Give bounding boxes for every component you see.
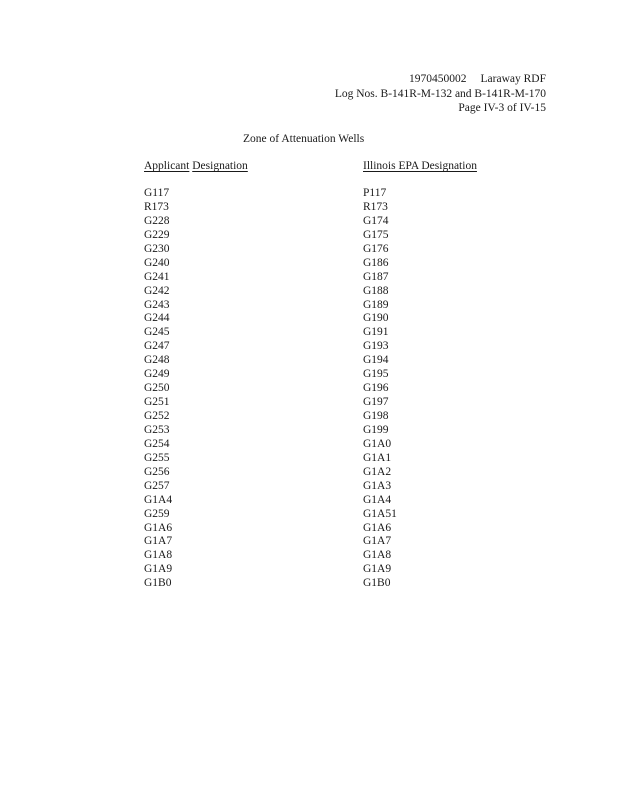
applicant-designation: G1A4	[144, 493, 173, 506]
epa-designation: G197	[363, 396, 389, 409]
table-row	[0, 368, 618, 382]
epa-designation: G195	[363, 368, 389, 381]
table-row	[0, 285, 618, 299]
epa-designation: G188	[363, 284, 389, 297]
column-header-applicant-word2: Designation	[192, 160, 248, 172]
epa-designation: P117	[363, 187, 387, 199]
table-row	[0, 577, 618, 591]
table-row	[0, 354, 618, 368]
table-row	[0, 187, 618, 201]
table-row	[0, 271, 618, 285]
epa-designation: G1A51	[363, 507, 397, 520]
epa-designation: G1A0	[363, 437, 392, 450]
epa-designation: G174	[363, 214, 389, 227]
epa-designation: G1A1	[363, 451, 392, 464]
applicant-designation: G230	[144, 242, 170, 255]
epa-designation: R173	[363, 200, 388, 213]
table-row	[0, 312, 618, 326]
epa-designation: G1B0	[363, 577, 391, 590]
table-row	[0, 563, 618, 577]
applicant-designation: G117	[144, 187, 170, 199]
applicant-designation: G242	[144, 284, 170, 297]
table-row	[0, 535, 618, 549]
site-name: Laraway RDF	[480, 73, 546, 85]
applicant-designation: G1A9	[144, 563, 173, 576]
table-row	[0, 508, 618, 522]
applicant-designation: G240	[144, 256, 170, 269]
epa-designation: G193	[363, 340, 389, 353]
epa-designation: G1A7	[363, 535, 392, 548]
applicant-designation: G228	[144, 214, 170, 227]
applicant-designation: G1A7	[144, 535, 173, 548]
table-row	[0, 326, 618, 340]
epa-designation: G175	[363, 228, 389, 241]
applicant-designation: G250	[144, 382, 170, 395]
applicant-designation: G244	[144, 312, 170, 325]
document-id: 1970450002	[409, 73, 467, 85]
table-row	[0, 466, 618, 480]
applicant-designation: G255	[144, 451, 170, 464]
applicant-designation: G1A6	[144, 521, 173, 534]
epa-designation: G1A9	[363, 563, 392, 576]
epa-designation: G1A2	[363, 465, 392, 478]
table-row	[0, 257, 618, 271]
page-number: Page IV-3 of IV-15	[458, 102, 546, 114]
table-row	[0, 522, 618, 536]
table-row	[0, 410, 618, 424]
applicant-designation: G254	[144, 437, 170, 450]
epa-designation: G176	[363, 242, 389, 255]
epa-designation: G198	[363, 410, 389, 422]
column-header-applicant	[144, 160, 248, 172]
table-row	[0, 215, 618, 229]
applicant-designation: G243	[144, 298, 170, 311]
applicant-designation: G241	[144, 270, 170, 283]
epa-designation: G1A6	[363, 521, 392, 534]
column-header-applicant-word1: Applicant	[144, 160, 190, 172]
table-row	[0, 396, 618, 410]
epa-designation: G199	[363, 423, 389, 436]
applicant-designation: G253	[144, 423, 170, 436]
applicant-designation: G259	[144, 507, 170, 520]
table-row	[0, 438, 618, 452]
page-header	[335, 72, 546, 116]
log-numbers: Log Nos. B-141R-M-132 and B-141R-M-170	[334, 87, 546, 100]
table-row	[0, 452, 618, 466]
applicant-designation: G252	[144, 410, 170, 422]
epa-designation: G187	[363, 270, 389, 283]
applicant-designation: G247	[144, 340, 170, 353]
epa-designation: G191	[363, 326, 389, 339]
applicant-designation: G248	[144, 354, 170, 367]
table-row	[0, 382, 618, 396]
epa-designation: G1A8	[363, 549, 392, 562]
epa-designation: G196	[363, 382, 389, 395]
epa-designation: G186	[363, 256, 389, 269]
epa-designation: G189	[363, 298, 389, 311]
table-row	[0, 299, 618, 313]
table-row	[0, 549, 618, 563]
applicant-designation: G245	[144, 326, 170, 339]
table-row	[0, 494, 618, 508]
epa-designation: G1A3	[363, 479, 392, 492]
applicant-designation: G257	[144, 479, 170, 492]
applicant-designation: R173	[144, 200, 169, 213]
table-row	[0, 229, 618, 243]
applicant-designation: G251	[144, 396, 170, 409]
applicant-designation: G229	[144, 228, 170, 241]
applicant-designation: G249	[144, 368, 170, 381]
epa-designation: G190	[363, 312, 389, 325]
epa-designation: G194	[363, 354, 389, 367]
column-header-epa: Illinois EPA Designation	[363, 160, 477, 172]
table-row	[0, 424, 618, 438]
designation-table	[0, 187, 618, 591]
table-row	[0, 480, 618, 494]
header-line-1	[335, 72, 546, 87]
table-row	[0, 201, 618, 215]
document-title: Zone of Attenuation Wells	[243, 133, 365, 145]
epa-designation: G1A4	[363, 493, 392, 506]
table-row	[0, 243, 618, 257]
applicant-designation: G1A8	[144, 549, 173, 562]
applicant-designation: G256	[144, 465, 170, 478]
applicant-designation: G1B0	[144, 577, 172, 590]
table-row	[0, 340, 618, 354]
